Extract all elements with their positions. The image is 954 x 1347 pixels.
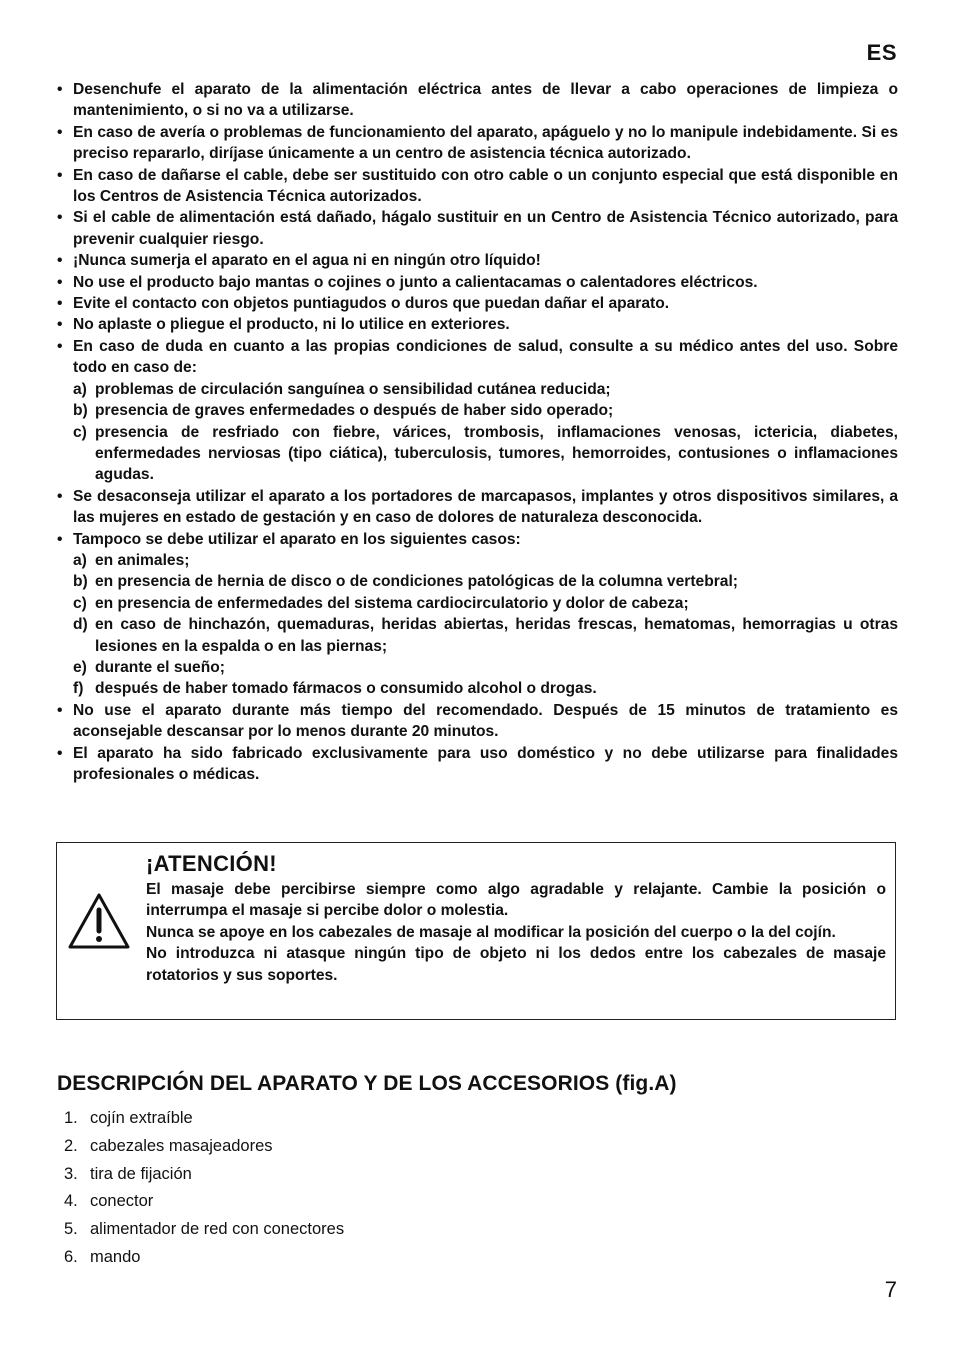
sub-item [73, 593, 898, 614]
safety-bullet: • En caso de dañarse el cable, debe ser sustituido con otro cable o un conjunto especial que está disponible en los Centros de Asistencia Técnica autorizados. [57, 165, 898, 208]
sub-text: durante el sueño; [95, 658, 225, 676]
health-conditions-bullet [57, 336, 898, 486]
sub-text: presencia de resfriado con fiebre, várices, trombosis, inflamaciones venosas, ictericia, diabetes, enfermedades nerviosas (tipo ciática), tuberculosis, tumores, hemorroides, contusiones o inflamaciones agudas. [95, 423, 898, 484]
sub-item [73, 400, 898, 421]
safety-bullet: • El aparato ha sido fabricado exclusivamente para uso doméstico y no debe utilizarse para finalidades profesionales o médicas. [57, 743, 898, 786]
safety-bullet: • No use el producto bajo mantas o cojines o junto a calientacamas o calentadores eléctricos. [57, 272, 898, 293]
sub-item [73, 657, 898, 678]
page-number: 7 [884, 1277, 897, 1302]
sub-marker: d) [73, 616, 88, 634]
item-label: alimentador de red con conectores [90, 1220, 345, 1239]
sub-marker: a) [73, 551, 87, 569]
sub-marker: c) [73, 594, 87, 612]
sub-marker: a) [73, 380, 87, 398]
item-label: cojín extraíble [90, 1109, 193, 1127]
pacemaker-bullet: • Se desaconseja utilizar el aparato a los portadores de marcapasos, implantes y otros dispositivos similares, a las mujeres en estado de gestación y en caso de dolores de naturaleza desconocida. [57, 486, 898, 529]
sub-text: en presencia de hernia de disco o de condiciones patológicas de la columna vertebral; [95, 573, 738, 591]
sub-item [73, 678, 898, 699]
item-label: conector [90, 1192, 154, 1211]
item-number: 5. [64, 1220, 78, 1239]
item-label: mando [90, 1247, 141, 1266]
sub-item [73, 550, 898, 571]
list-item [64, 1188, 344, 1216]
sub-text: en animales; [95, 551, 190, 569]
sub-marker: f) [73, 680, 84, 698]
parts-list [64, 1105, 344, 1272]
safety-bullet: • Si el cable de alimentación está dañado, hágalo sustituir en un Centro de Asistencia Técnico autorizado, para prevenir cualquier riesgo. [57, 207, 898, 250]
warning-body [146, 879, 886, 986]
sub-item [73, 379, 898, 400]
health-conditions-intro: • En caso de duda en cuanto a las propias condiciones de salud, consulte a su médico antes del uso. Sobre todo en caso de: [73, 337, 898, 377]
sub-text: en presencia de enfermedades del sistema cardiocirculatorio y dolor de cabeza; [95, 594, 689, 612]
item-label: tira de fijación [90, 1164, 192, 1183]
sub-item [73, 422, 898, 486]
warning-box [56, 842, 896, 1020]
item-number: 3. [64, 1164, 78, 1183]
safety-instructions-list [57, 79, 898, 785]
safety-bullet: • Evite el contacto con objetos puntiagudos o duros que puedan dañar el aparato. [57, 293, 898, 314]
safety-bullet: • No aplaste o pliegue el producto, ni lo utilice en exteriores. [57, 314, 898, 335]
item-number: 4. [64, 1192, 78, 1211]
sub-text: en caso de hinchazón, quemaduras, heridas abiertas, heridas frescas, hematomas, hemorragias u otras lesiones en la espalda o en las piernas; [95, 616, 898, 655]
warning-paragraph: El masaje debe percibirse siempre como algo agradable y relajante. Cambie la posición o interrumpa el masaje si percibe dolor o molestia. [146, 881, 886, 920]
sub-text: después de haber tomado fármacos o consumido alcohol o drogas. [95, 680, 597, 698]
warning-paragraph: Nunca se apoye en los cabezales de masaje al modificar la posición del cuerpo o la del cojín. [146, 923, 836, 941]
sub-marker: b) [73, 573, 88, 591]
sub-marker: b) [73, 402, 88, 420]
list-item [64, 1216, 344, 1244]
sub-text: presencia de graves enfermedades o después de haber sido operado; [95, 402, 614, 420]
contraindications-intro: • Tampoco se debe utilizar el aparato en los siguientes casos: [73, 530, 521, 548]
list-item [64, 1161, 344, 1189]
list-item [64, 1244, 344, 1272]
warning-triangle-icon [67, 891, 131, 951]
warning-paragraph: No introduzca ni atasque ningún tipo de objeto ni los dedos entre los cabezales de masaje rotatorios y sus soportes. [146, 945, 886, 984]
list-item [64, 1105, 344, 1133]
contraindications-bullet [57, 529, 898, 700]
safety-bullet: • No use el aparato durante más tiempo del recomendado. Después de 15 minutos de tratamiento es aconsejable descansar por lo menos durante 20 minutos. [57, 700, 898, 743]
item-number: 2. [64, 1136, 78, 1155]
section-title: DESCRIPCIÓN DEL APARATO Y DE LOS ACCESORIOS (fig.A) [57, 1072, 677, 1095]
sub-marker: e) [73, 658, 87, 676]
item-label: cabezales masajeadores [90, 1136, 273, 1155]
sub-item [73, 571, 898, 592]
health-conditions-sublist [73, 379, 898, 486]
safety-bullet: • En caso de avería o problemas de funcionamiento del aparato, apáguelo y no lo manipule indebidamente. Si es preciso repararlo, diríjase únicamente a un centro de asistencia técnica autorizado. [57, 122, 898, 165]
sub-text: problemas de circulación sanguínea o sensibilidad cutánea reducida; [95, 380, 611, 398]
contraindications-sublist [73, 550, 898, 700]
sub-item [73, 614, 898, 657]
warning-title: ¡ATENCIÓN! [146, 851, 277, 876]
item-number: 1. [64, 1109, 78, 1127]
item-number: 6. [64, 1247, 78, 1266]
safety-bullet: • Desenchufe el aparato de la alimentación eléctrica antes de llevar a cabo operaciones de limpieza o mantenimiento, o si no va a utilizarse. [57, 79, 898, 122]
safety-bullet: • ¡Nunca sumerja el aparato en el agua ni en ningún otro líquido! [57, 250, 898, 271]
list-item [64, 1133, 344, 1161]
language-code: ES [866, 40, 897, 65]
sub-marker: c) [73, 423, 87, 441]
